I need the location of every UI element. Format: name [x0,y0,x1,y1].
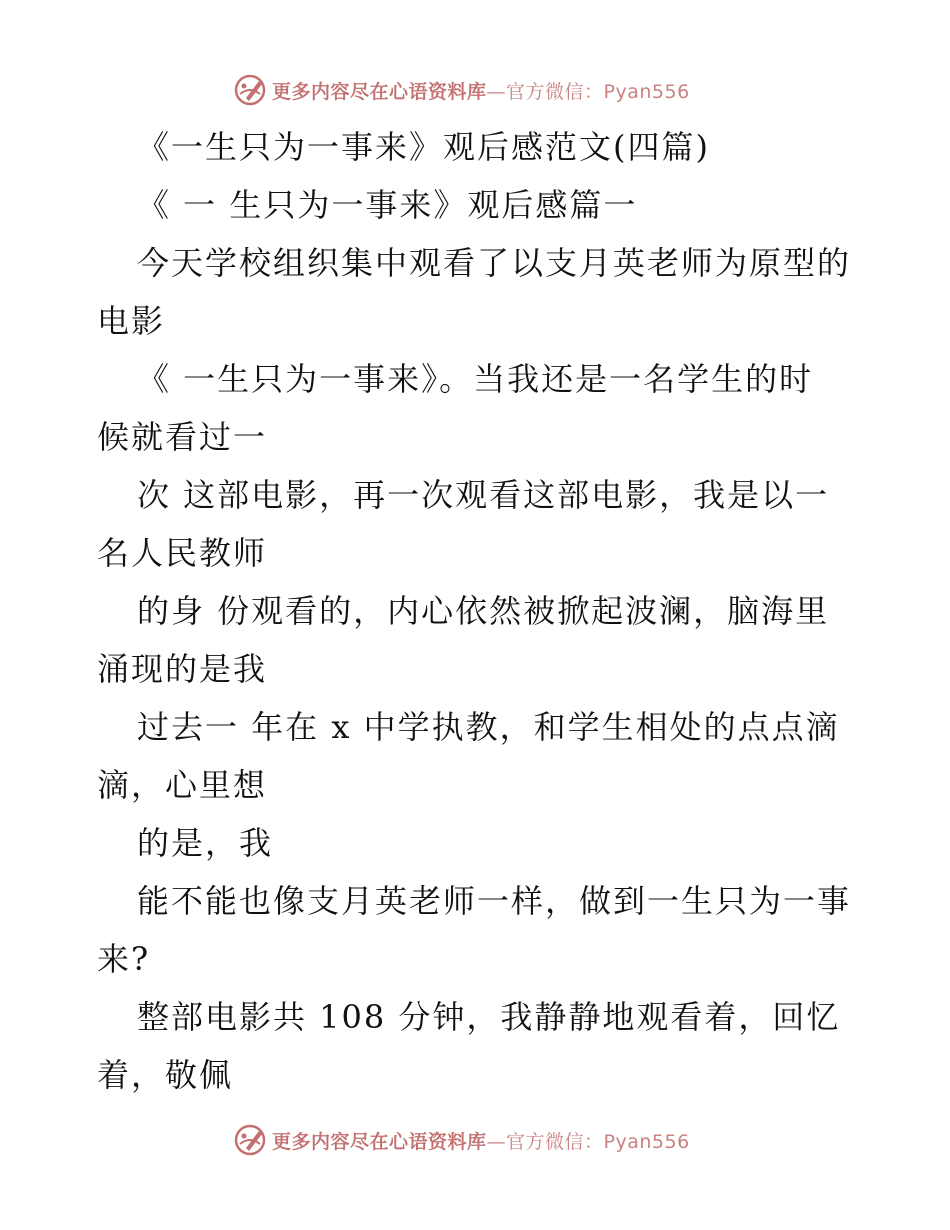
watermark-text [272,77,690,104]
paragraph-line: 候就看过一 [97,418,268,456]
book-pen-logo-icon [232,1122,268,1158]
paragraph-line: 整部电影共 108 分钟，我静静地观看着，回忆 [137,998,841,1036]
watermark-header [232,70,690,110]
document-body [97,118,857,1104]
paragraph-line: 的是，我 [137,824,274,862]
paragraph-line: 能不能也像支月英老师一样，做到一生只为一事 [137,882,852,920]
watermark-dash: — [486,1130,507,1153]
watermark-footer [232,1120,690,1160]
watermark-account: Pyan556 [603,80,690,103]
paragraph-line: 今天学校组织集中观看了以支月英老师为原型的 [137,244,852,282]
watermark-account: Pyan556 [603,1130,690,1153]
paragraph-line: 《 一生只为一事来》。当我还是一名学生的时 [137,360,814,398]
paragraph-line: 次 这部电影，再一次观看这部电影，我是以一 [137,476,830,514]
section-heading: 《 一 生只为一事来》观后感篇一 [137,186,638,224]
paragraph-line: 过去一 年在 x 中学执教，和学生相处的点点滴 [137,708,840,746]
book-pen-logo-icon [232,72,268,108]
watermark-label: 官方微信： [506,1130,604,1153]
paragraph-line: 来? [97,940,151,978]
watermark-text [272,1127,690,1154]
watermark-brand: 更多内容尽在心语资料库 [272,80,487,103]
watermark-dash: — [486,80,507,103]
paragraph-line: 的身 份观看的，内心依然被掀起波澜，脑海里 [137,592,830,630]
paragraph-line: 涌现的是我 [97,650,268,688]
watermark-brand: 更多内容尽在心语资料库 [272,1130,487,1153]
watermark-label: 官方微信： [506,80,604,103]
paragraph-line: 电影 [97,302,166,340]
paragraph-line: 着，敬佩 [97,1056,234,1094]
paragraph-line: 滴，心里想 [97,766,268,804]
document-title: 《一生只为一事来》观后感范文(四篇) [137,128,710,166]
paragraph-line: 名人民教师 [97,534,268,572]
